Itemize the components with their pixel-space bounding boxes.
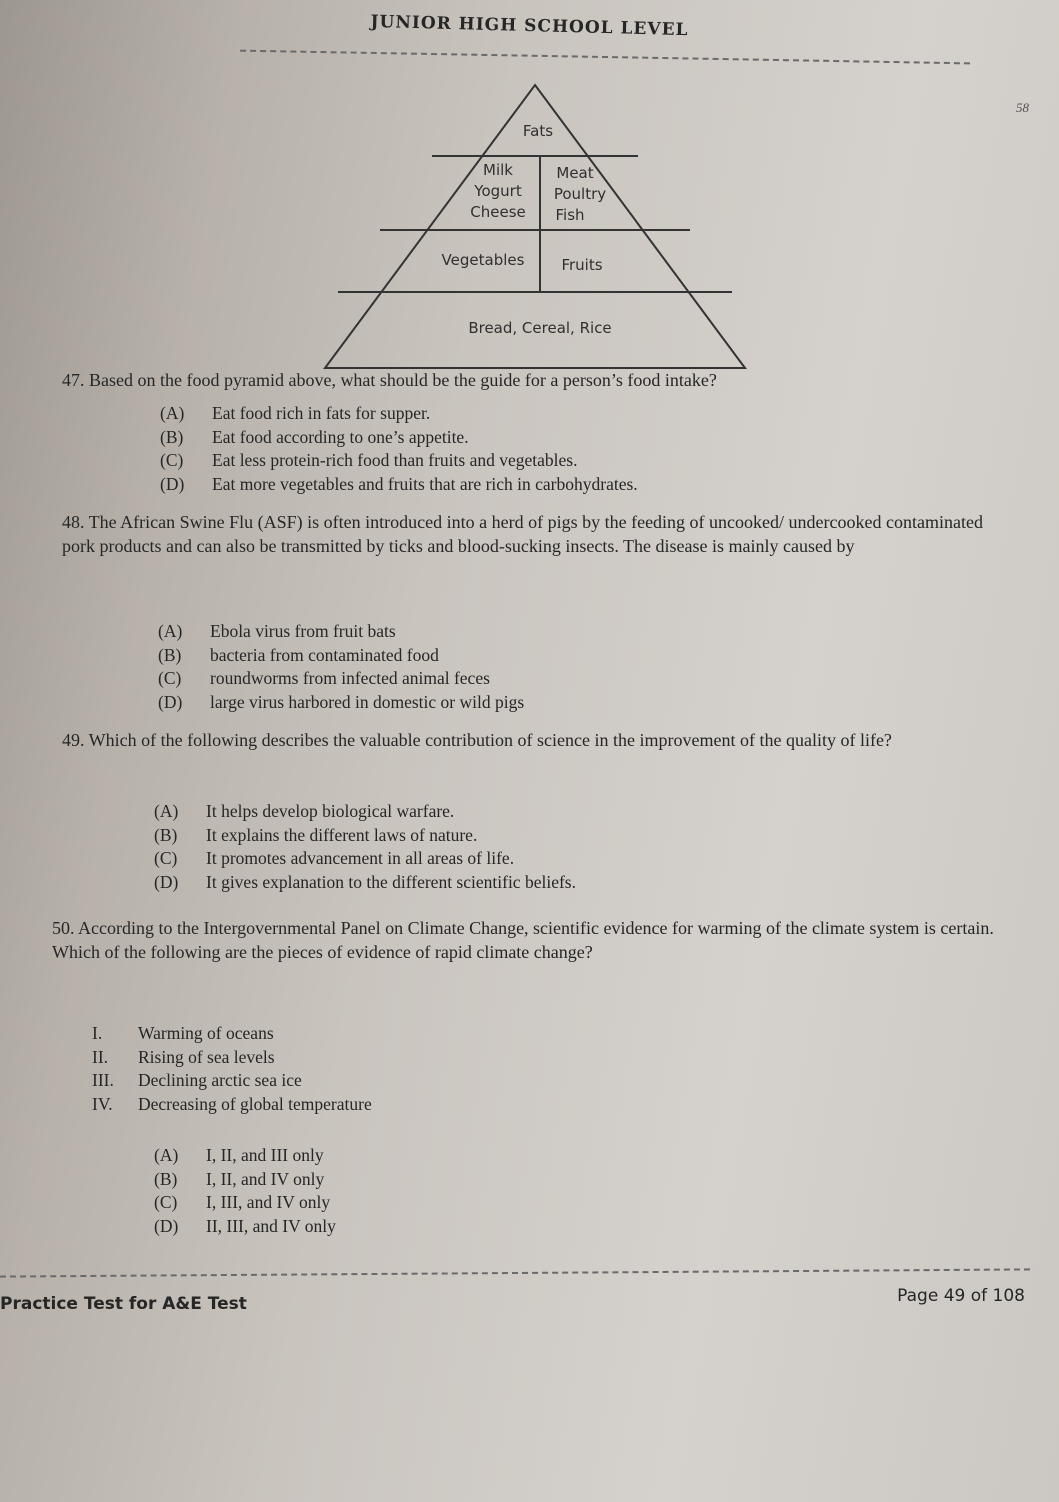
statement-text: Rising of sea levels bbox=[138, 1046, 275, 1067]
question-47 bbox=[62, 368, 962, 392]
option-text: II, III, and IV only bbox=[206, 1215, 336, 1236]
question-50-stem: 50. According to the Intergovernmental Panel on Climate Change, scientific evidence for warming of the climate system is certain. Which of the following are the pieces of evidence of rapid climate change? bbox=[52, 918, 994, 962]
option-text: Ebola virus from fruit bats bbox=[210, 621, 396, 641]
option-key: (C) bbox=[154, 1192, 178, 1212]
option[interactable] bbox=[158, 691, 524, 715]
statement bbox=[92, 1022, 372, 1046]
option[interactable] bbox=[160, 473, 638, 497]
pyramid-meat-label: Meat bbox=[556, 164, 594, 182]
footer-title: Practice Test for A&E Test bbox=[0, 1294, 247, 1314]
pyramid-cheese-label: Cheese bbox=[470, 203, 526, 221]
option[interactable] bbox=[154, 847, 576, 871]
statement bbox=[92, 1069, 372, 1093]
option-key: (C) bbox=[154, 848, 178, 868]
pyramid-milk-label: Milk bbox=[483, 161, 513, 179]
option[interactable] bbox=[154, 871, 576, 895]
option[interactable] bbox=[160, 426, 638, 450]
statement-key: IV. bbox=[92, 1093, 113, 1114]
option[interactable] bbox=[154, 1168, 336, 1192]
pyramid-top-label: Fats bbox=[522, 122, 554, 140]
option-text: roundworms from infected animal feces bbox=[210, 668, 490, 688]
statement bbox=[92, 1046, 372, 1070]
option-key: (D) bbox=[158, 691, 183, 712]
option-key: (A) bbox=[160, 403, 185, 423]
question-49-stem: 49. Which of the following describes the valuable contribution of science in the improvement of the quality of life? bbox=[62, 730, 892, 750]
option-key: (B) bbox=[158, 644, 182, 665]
footer-divider bbox=[0, 1268, 1030, 1277]
option-key: (A) bbox=[154, 1145, 179, 1165]
statement bbox=[92, 1093, 372, 1117]
question-50-options bbox=[154, 1144, 336, 1238]
option-key: (D) bbox=[160, 473, 185, 494]
option[interactable] bbox=[158, 620, 524, 644]
option-key: (B) bbox=[154, 1168, 178, 1189]
option-key: (C) bbox=[158, 668, 182, 688]
option-text: I, II, and IV only bbox=[206, 1168, 325, 1189]
statement-text: Warming of oceans bbox=[138, 1023, 274, 1043]
question-50-statements bbox=[92, 1022, 372, 1116]
option-text: It gives explanation to the different scientific beliefs. bbox=[206, 871, 576, 892]
option-text: I, III, and IV only bbox=[206, 1192, 331, 1212]
question-50 bbox=[52, 916, 1027, 964]
option-text: large virus harbored in domestic or wild pigs bbox=[210, 691, 525, 712]
option[interactable] bbox=[158, 644, 524, 668]
option-key: (C) bbox=[160, 450, 184, 470]
option-text: Eat more vegetables and fruits that are rich in carbohydrates. bbox=[212, 473, 638, 494]
question-47-stem: 47. Based on the food pyramid above, what should be the guide for a person’s food intake? bbox=[62, 370, 717, 390]
option-text: I, II, and III only bbox=[206, 1145, 324, 1165]
statement-key: III. bbox=[92, 1070, 114, 1090]
option-key: (A) bbox=[154, 801, 179, 821]
pyramid-yogurt-label: Yogurt bbox=[474, 182, 522, 200]
page-header: JUNIOR HIGH SCHOOL LEVEL bbox=[370, 11, 689, 41]
option-key: (B) bbox=[160, 426, 184, 447]
pyramid-fruits-label: Fruits bbox=[561, 256, 603, 274]
statement-text: Decreasing of global temperature bbox=[138, 1093, 372, 1114]
option-text: Eat food according to one’s appetite. bbox=[212, 426, 469, 447]
statement-text: Declining arctic sea ice bbox=[138, 1070, 302, 1090]
option[interactable] bbox=[154, 800, 576, 824]
header-divider bbox=[240, 50, 970, 65]
option[interactable] bbox=[154, 1191, 336, 1215]
question-49-options bbox=[154, 800, 576, 894]
option[interactable] bbox=[158, 667, 524, 691]
pyramid-fish-label: Fish bbox=[555, 206, 585, 224]
option[interactable] bbox=[154, 1144, 336, 1168]
corner-number: 58 bbox=[1016, 100, 1029, 115]
option-text: It explains the different laws of nature. bbox=[206, 824, 478, 845]
question-48-stem: 48. The African Swine Flu (ASF) is often introduced into a herd of pigs by the feeding of uncooked/ undercooked contaminated pork products and can also be transmitted by ticks and blood-sucking insects. The disease is mainly caused by bbox=[62, 512, 983, 556]
option-key: (B) bbox=[154, 824, 178, 845]
option[interactable] bbox=[154, 824, 576, 848]
question-49 bbox=[62, 728, 987, 752]
option-text: Eat food rich in fats for supper. bbox=[212, 403, 431, 423]
question-47-options bbox=[160, 402, 638, 496]
option[interactable] bbox=[154, 1215, 336, 1239]
food-pyramid-diagram bbox=[320, 80, 750, 380]
statement-key: I. bbox=[92, 1023, 103, 1043]
option[interactable] bbox=[160, 402, 638, 426]
statement-key: II. bbox=[92, 1046, 109, 1067]
page-number: Page 49 of 108 bbox=[897, 1286, 1025, 1306]
option-text: It promotes advancement in all areas of life. bbox=[206, 848, 515, 868]
option-key: (D) bbox=[154, 1215, 179, 1236]
option[interactable] bbox=[160, 449, 638, 473]
option-text: Eat less protein-rich food than fruits and vegetables. bbox=[212, 450, 578, 470]
option-text: It helps develop biological warfare. bbox=[206, 801, 455, 821]
option-text: bacteria from contaminated food bbox=[210, 644, 439, 665]
pyramid-base-label: Bread, Cereal, Rice bbox=[468, 319, 612, 337]
pyramid-poultry-label: Poultry bbox=[553, 185, 607, 203]
question-48-options bbox=[158, 620, 524, 714]
option-key: (A) bbox=[158, 621, 183, 641]
pyramid-vegetables-label: Vegetables bbox=[441, 251, 525, 269]
question-48 bbox=[62, 510, 987, 558]
option-key: (D) bbox=[154, 871, 179, 892]
